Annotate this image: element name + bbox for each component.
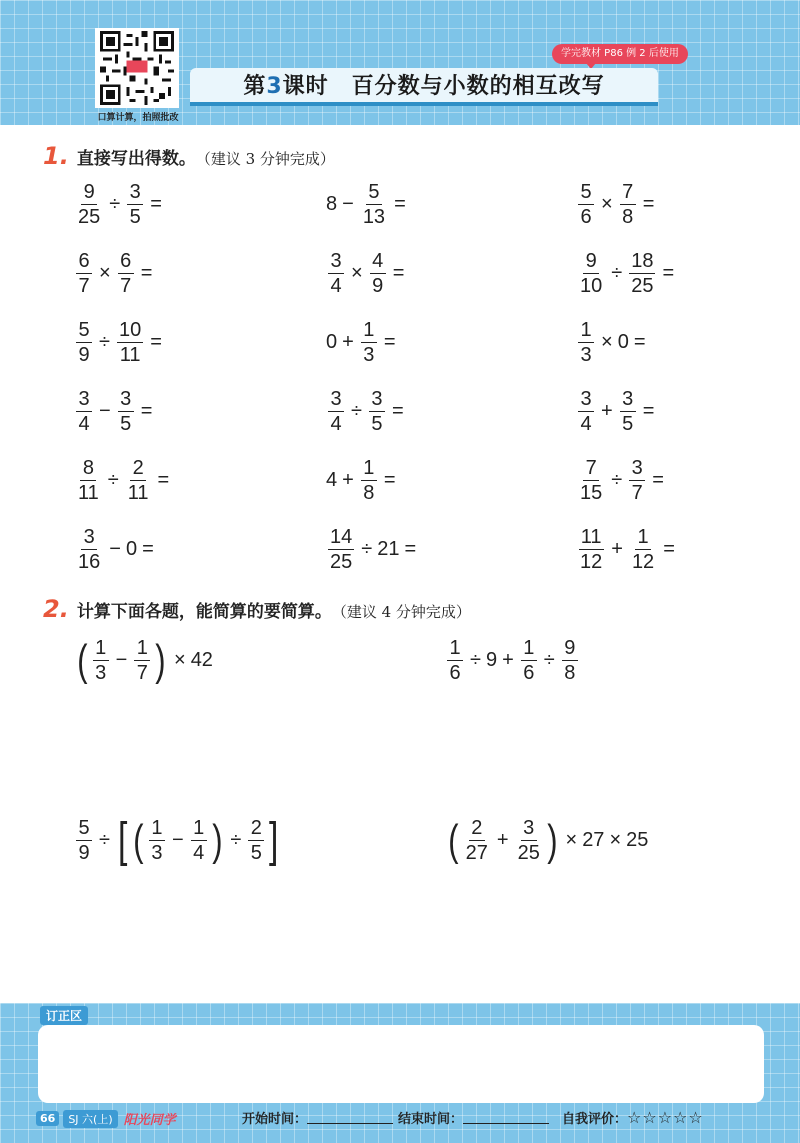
operator: ÷ [99,331,110,353]
correction-box[interactable] [38,1025,764,1103]
section-1-heading [43,142,335,170]
numerator: 1 [361,318,377,343]
math-expression [576,387,659,436]
math-expression [445,816,648,865]
math-expression [74,813,282,867]
denominator: 6 [523,662,535,684]
numerator: 7 [620,180,636,205]
brand-logo: 阳光同学 [123,1113,176,1128]
denominator: 6 [580,206,592,228]
usage-tag: 学完教材 P86 例 2 后使用 [552,44,688,64]
parenthesis: ) [155,635,166,685]
numerator: 2 [130,456,146,481]
operator: = [157,469,170,491]
numerator: 9 [81,180,97,205]
operator: + [611,538,623,560]
denominator: 27 [465,842,488,864]
denominator: 3 [580,344,592,366]
numerator: 1 [447,636,463,661]
self-eval-label: 自我评价： [562,1112,628,1127]
fraction [328,249,344,298]
operator: ÷ [109,193,121,215]
denominator: 8 [564,662,576,684]
numerator: 5 [578,180,594,205]
numerator: 1 [149,816,165,841]
numerator: 1 [191,816,207,841]
page-title [190,68,658,106]
self-evaluation [562,1108,704,1127]
fraction [562,636,578,685]
denominator: 16 [78,551,101,573]
operator: = [140,262,153,284]
denominator: 3 [151,842,163,864]
start-time [242,1108,393,1127]
number: 21 [377,538,400,560]
numerator: 1 [134,636,150,661]
operator: × [601,193,613,215]
fraction [134,636,150,685]
denominator: 5 [622,413,634,435]
start-time-field[interactable] [307,1112,393,1124]
numerator: 5 [366,180,382,205]
fraction [126,456,151,505]
math-expression [576,180,659,229]
fraction [76,456,101,505]
fraction [578,456,604,505]
fraction [370,249,386,298]
operator: × [609,829,622,851]
fraction [328,387,344,436]
math-expression [326,180,411,229]
math-expression [74,636,213,685]
denominator: 9 [78,842,90,864]
number: 0 [617,331,629,353]
denominator: 7 [136,662,148,684]
numerator: 3 [620,387,636,412]
operator: × [601,331,613,353]
denominator: 4 [330,413,342,435]
math-expression [576,525,680,574]
numerator: 3 [118,387,134,412]
denominator: 3 [363,344,375,366]
denominator: 5 [371,413,383,435]
operator: ÷ [611,262,623,284]
numerator: 3 [369,387,385,412]
fraction [630,525,656,574]
numerator: 1 [361,456,377,481]
fraction [578,249,604,298]
start-time-label: 开始时间： [242,1112,308,1127]
operator: = [394,193,406,215]
operator: = [150,331,162,353]
fraction [578,525,604,574]
number: 8 [326,193,338,215]
fraction [117,318,143,367]
operator: − [171,829,184,851]
math-expression [326,387,409,436]
fraction [578,180,594,229]
section-1-time: （建议 3 分钟完成） [195,150,335,168]
denominator: 4 [78,413,90,435]
end-time-label: 结束时间： [398,1112,464,1127]
denominator: 25 [631,275,654,297]
numerator: 9 [562,636,578,661]
number: 4 [326,469,338,491]
operator: = [642,193,655,215]
fraction [620,180,636,229]
end-time-field[interactable] [463,1112,549,1124]
operator: ÷ [99,829,110,851]
fraction [76,525,102,574]
operator: × [565,829,578,851]
numerator: 3 [328,387,344,412]
denominator: 25 [78,206,101,228]
operator: + [601,400,613,422]
numerator: 3 [81,525,97,550]
denominator: 4 [193,842,205,864]
fraction [361,318,377,367]
numerator: 9 [583,249,599,274]
operator: + [342,331,354,353]
parenthesis: ) [547,815,558,865]
numerator: 6 [76,249,92,274]
section-2-heading [43,595,471,623]
operator: ÷ [470,649,481,671]
math-expression [326,249,409,298]
math-expression [74,249,157,298]
denominator: 11 [78,482,99,504]
denominator: 5 [250,842,262,864]
fraction [76,816,92,865]
operator: = [392,262,405,284]
section-2-number: 2. [43,595,69,623]
numerator: 3 [76,387,92,412]
operator: − [342,193,354,215]
fraction [369,387,385,436]
denominator: 25 [330,551,353,573]
fraction [578,387,594,436]
denominator: 7 [78,275,90,297]
fraction [629,249,655,298]
operator: ÷ [230,829,242,851]
fraction [464,816,490,865]
numerator: 1 [521,636,537,661]
operator: = [662,262,675,284]
denominator: 9 [372,275,384,297]
denominator: 11 [119,344,141,366]
math-expression [74,525,159,574]
denominator: 6 [449,662,461,684]
denominator: 9 [78,344,90,366]
fraction [578,318,594,367]
operator: × [351,262,363,284]
denominator: 8 [622,206,634,228]
fraction [447,636,463,685]
fraction [361,180,387,229]
end-time [398,1108,549,1127]
fraction [248,816,264,865]
operator: − [109,538,121,560]
fraction [191,816,207,865]
star-rating-icon[interactable]: ☆☆☆☆☆ [627,1108,704,1127]
qr-code-icon[interactable] [95,28,179,108]
numerator: 18 [631,250,654,272]
page-number: 66 [36,1111,59,1126]
math-expression [445,636,580,685]
denominator: 25 [517,842,540,864]
numerator: 3 [578,387,594,412]
math-expression [326,456,401,505]
section-1-title: 直接写出得数。 [76,149,196,169]
operator: − [99,400,111,422]
numerator: 1 [93,636,109,661]
numerator: 3 [521,816,537,841]
denominator: 10 [580,275,603,297]
bracket: [ [117,813,128,867]
numerator: 1 [578,318,594,343]
operator: ÷ [361,538,373,560]
operator: = [391,400,404,422]
title-prefix: 第 [243,74,267,99]
fraction [76,249,92,298]
fraction [118,249,134,298]
denominator: 15 [580,482,603,504]
operator: + [342,469,354,491]
number: 9 [485,649,498,671]
numerator: 14 [330,526,353,548]
bracket: ] [269,813,279,867]
number: 27 [582,829,605,851]
numerator: 3 [629,456,645,481]
math-expression [326,318,401,367]
operator: = [663,538,675,560]
denominator: 4 [330,275,342,297]
fraction [361,456,377,505]
math-expression [74,456,174,505]
numerator: 2 [469,816,485,841]
edition-badge: SJ 六(上) [63,1110,117,1128]
operator: = [652,469,664,491]
section-1-number: 1. [43,142,69,170]
numerator: 11 [580,526,602,548]
qr-caption: 口算计算，拍照批改 [97,113,179,123]
math-expression [74,387,157,436]
operator: = [140,400,153,422]
fraction [76,318,92,367]
fraction [93,636,109,685]
parenthesis: ( [448,815,459,865]
operator: × [174,649,186,671]
operator: = [150,193,162,215]
title-suffix: 课时 百分数与小数的相互改写 [282,74,605,99]
denominator: 4 [580,413,592,435]
fraction [521,636,537,685]
denominator: 11 [127,482,149,504]
fraction [328,525,354,574]
math-expression [576,456,669,505]
denominator: 7 [120,275,132,297]
operator: + [502,649,514,671]
number: 25 [626,829,649,851]
numerator: 5 [76,318,92,343]
numerator: 3 [328,249,344,274]
fraction [516,816,542,865]
operator: = [383,331,396,353]
denominator: 5 [129,206,141,228]
operator: ÷ [543,649,555,671]
lesson-number: 3 [266,74,283,99]
operator: = [642,400,655,422]
numerator: 4 [370,249,386,274]
numerator: 10 [118,319,142,341]
numerator: 1 [635,525,651,550]
fraction [149,816,165,865]
number: 42 [190,649,213,671]
parenthesis: ( [77,635,88,685]
math-expression [576,249,679,298]
fraction [76,180,102,229]
operator: = [142,538,154,560]
page-header [0,0,800,125]
operator: + [496,829,509,851]
numerator: 2 [248,816,264,841]
denominator: 12 [580,551,603,573]
parenthesis: ( [133,815,144,865]
operator: ÷ [611,469,623,491]
numerator: 3 [127,180,143,205]
denominator: 3 [95,662,107,684]
operator: = [404,538,417,560]
math-expression [576,318,651,367]
numerator: 5 [76,816,92,841]
denominator: 5 [120,413,132,435]
fraction [118,387,134,436]
operator: = [383,469,396,491]
fraction [76,387,92,436]
operator: − [115,649,128,671]
footer-left [36,1109,176,1128]
section-2-time: （建议 4 分钟完成） [331,603,471,621]
section-2-title: 计算下面各题，能简算的要简算。 [76,602,332,622]
math-expression [74,180,167,229]
operator: ÷ [351,400,362,422]
math-expression [326,525,421,574]
number: 0 [125,538,138,560]
operator: × [99,262,111,284]
numerator: 8 [80,456,96,481]
denominator: 13 [362,206,386,228]
denominator: 8 [363,482,375,504]
number: 0 [326,331,338,353]
correction-label: 订正区 [40,1006,88,1025]
denominator: 12 [631,551,655,573]
denominator: 7 [631,482,643,504]
fraction [629,456,645,505]
parenthesis: ) [211,815,223,865]
numerator: 6 [118,249,134,274]
operator: ÷ [107,469,119,491]
operator: = [633,331,646,353]
numerator: 7 [583,456,599,481]
math-expression [74,318,167,367]
fraction [127,180,143,229]
fraction [620,387,636,436]
